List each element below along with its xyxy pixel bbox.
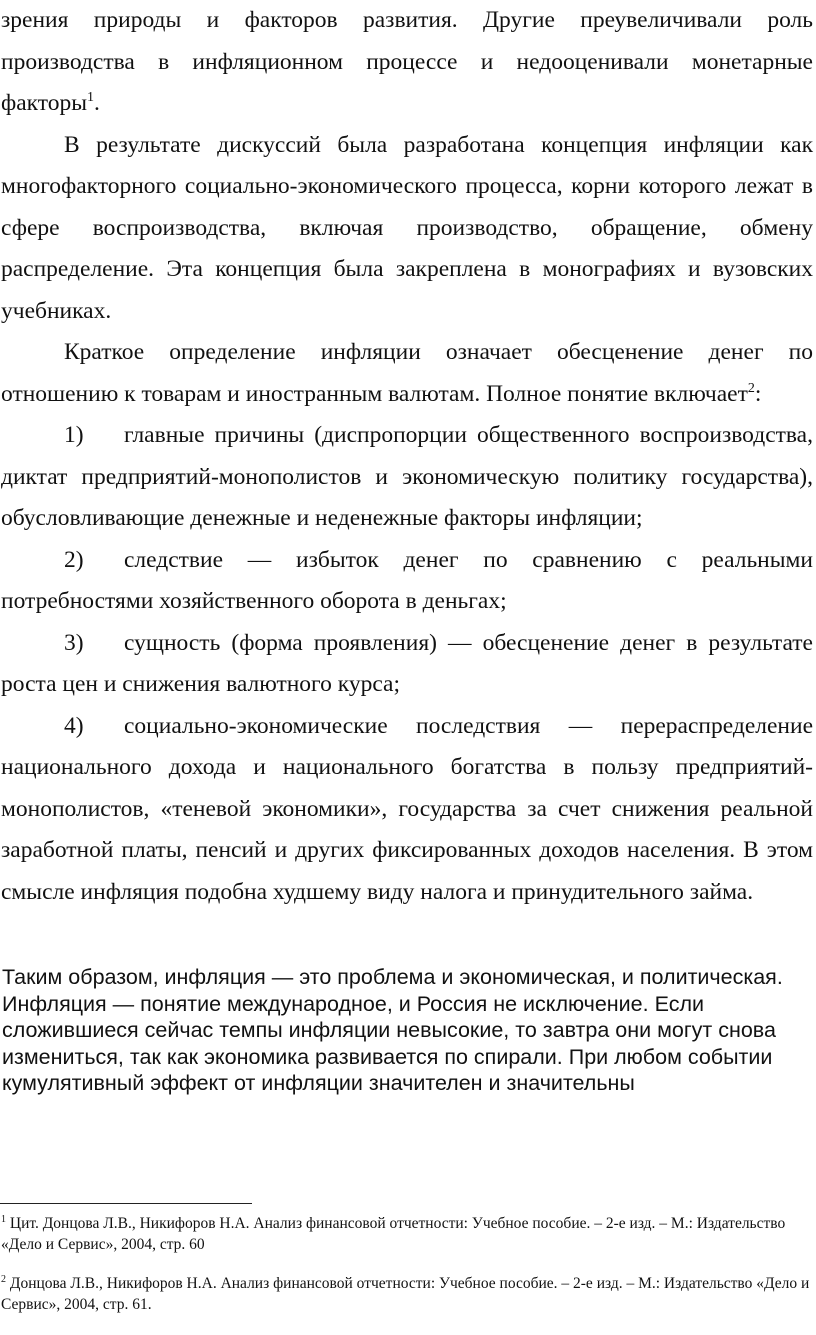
- footnote-text: Цит. Донцова Л.В., Никифоров Н.А. Анализ финансовой отчетности: Учебное пособие. – 2-е изд. – М.: Издательство «Дело и Сервис», 2004, стр. 60: [1, 1215, 786, 1253]
- list-number: 3): [64, 629, 84, 656]
- footnote-ref-1[interactable]: 1: [87, 90, 95, 106]
- footnote-mark: 2: [1, 1273, 6, 1285]
- list-number: 1): [64, 422, 84, 448]
- paragraph-tail: .: [94, 90, 100, 116]
- paragraph-text: Краткое определение инфляции означает обесценение денег по отношению к товарам и иностранным валютам. Полное понятие включает: [1, 339, 813, 407]
- footnote-separator: [0, 1203, 252, 1204]
- footnote-1: [0, 1213, 813, 1255]
- list-number: 4): [64, 712, 84, 739]
- paragraph-concept: [0, 125, 816, 333]
- list-item-4: [0, 706, 816, 914]
- paragraph-tail: :: [754, 380, 762, 407]
- list-item-text: главные причины (диспропорции общественного воспроизводства, диктат предприятий-монополистов и экономическую политику государства), обусловливающие денежные и неденежные факторы инфляции;: [1, 422, 813, 531]
- list-item-text: следствие — избыток денег по сравнению с реальными потребностями хозяйственного оборота в деньгах;: [1, 546, 813, 614]
- list-number: 2): [64, 546, 84, 573]
- list-item-3: [0, 623, 816, 706]
- paragraph-text: зрения природы и факторов развития. Другие преувеличивали роль производства в инфляционном процессе и недооценивали монетарные факторы: [1, 7, 813, 116]
- paragraph-continuation: [0, 0, 816, 125]
- paragraph-definition: [0, 332, 816, 415]
- list-item-text: сущность (форма проявления) — обесценение денег в результате роста цен и снижения валютного курса;: [1, 629, 813, 697]
- list-item-text: социально-экономические последствия — перераспределение национального дохода и национального богатства в пользу предприятий-монополистов, «теневой экономики», государства за счет снижения реальной заработной платы, пенсий и других фиксированных доходов населения. В этом смысле инфляция подобна худшему виду налога и принудительного займа.: [1, 712, 813, 905]
- footnote-ref-2[interactable]: 2: [747, 380, 755, 396]
- summary-paragraph: Таким образом, инфляция — это проблема и экономическая, и политическая. Инфляция — понятие международное, и Россия не исключение. Если сложившиеся сейчас темпы инфляции невысокие, то завтра они могут снова измениться, так как экономика развивается по спирали. При любом событии кумулятивный эффект от инфляции значителен и значительны: [2, 965, 783, 1095]
- paragraph-text: В результате дискуссий была разработана концепция инфляции как многофакторного социально-экономического процесса, корни которого лежат в сфере воспроизводства, включая производство, обращение, обмену распределение. Эта концепция была закреплена в монографиях и вузовских учебниках.: [1, 131, 813, 324]
- list-item-2: [0, 540, 816, 623]
- footnote-2: [0, 1273, 813, 1315]
- footnote-mark: 1: [1, 1213, 6, 1225]
- footnote-text: Донцова Л.В., Никифоров Н.А. Анализ финансовой отчетности: Учебное пособие. – 2-е изд. – М.: Издательство «Дело и Сервис», 2004, стр. 61.: [1, 1275, 810, 1313]
- list-item-1: [0, 415, 816, 540]
